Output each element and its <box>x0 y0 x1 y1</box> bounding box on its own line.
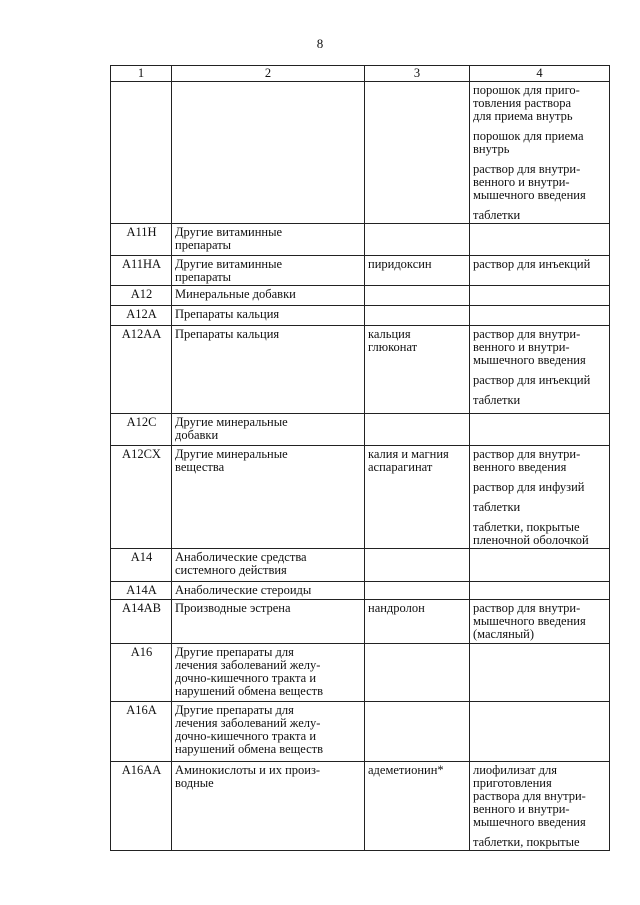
group-name-cell <box>172 82 365 224</box>
column-header: 2 <box>172 66 365 82</box>
group-name-cell: Другие минеральные вещества <box>172 446 365 549</box>
atc-code-cell: A14 <box>111 549 172 582</box>
drug-name-cell <box>365 582 470 600</box>
dosage-form: раствор для внутри- венного и внутри- мышечного введения <box>473 327 586 367</box>
drug-name-cell <box>365 82 470 224</box>
group-name-cell: Аминокислоты и их произ- водные <box>172 762 365 851</box>
atc-code-cell: A16A <box>111 702 172 762</box>
dosage-forms-cell <box>470 82 610 224</box>
drug-name-cell: калия и магния аспарагинат <box>365 446 470 549</box>
table-row <box>111 326 610 414</box>
group-name-cell: Анаболические средства системного действия <box>172 549 365 582</box>
dosage-forms-cell <box>470 549 610 582</box>
dosage-form: таблетки, покрытые <box>473 835 580 849</box>
drug-name-cell <box>365 702 470 762</box>
dosage-form: таблетки, покрытые пленочной оболочкой <box>473 520 589 547</box>
page-number: 8 <box>316 36 324 51</box>
dosage-forms-cell <box>470 286 610 306</box>
atc-code-cell: A12AA <box>111 326 172 414</box>
dosage-forms-cell <box>470 446 610 549</box>
atc-code-cell: A12CX <box>111 446 172 549</box>
group-name-cell: Препараты кальция <box>172 326 365 414</box>
drug-name-cell <box>365 414 470 446</box>
table-row <box>111 582 610 600</box>
table-row <box>111 644 610 702</box>
group-name-cell: Минеральные добавки <box>172 286 365 306</box>
dosage-form: раствор для инфузий <box>473 480 585 494</box>
drug-name-cell: нандролон <box>365 600 470 644</box>
group-name-cell: Другие витаминные препараты <box>172 256 365 286</box>
column-header: 3 <box>365 66 470 82</box>
table-row <box>111 256 610 286</box>
drug-name-cell <box>365 644 470 702</box>
drug-name-cell <box>365 306 470 326</box>
drug-name-cell: кальция глюконат <box>365 326 470 414</box>
dosage-forms-cell <box>470 582 610 600</box>
drug-name-cell: адеметионин* <box>365 762 470 851</box>
dosage-form: лиофилизат для приготовления раствора для внутри- венного и внутри- мышечного введения <box>473 763 586 829</box>
group-name-cell: Препараты кальция <box>172 306 365 326</box>
table-row <box>111 286 610 306</box>
group-name-cell: Анаболические стероиды <box>172 582 365 600</box>
table-row <box>111 446 610 549</box>
dosage-forms-cell <box>470 762 610 851</box>
dosage-forms-cell <box>470 224 610 256</box>
group-name-cell: Другие препараты для лечения заболеваний желу- дочно-кишечного тракта и нарушений обмена веществ <box>172 702 365 762</box>
dosage-forms-cell <box>470 256 610 286</box>
drug-name-cell: пиридоксин <box>365 256 470 286</box>
dosage-form: таблетки <box>473 500 521 514</box>
dosage-forms-cell <box>470 702 610 762</box>
atc-code-cell: A14A <box>111 582 172 600</box>
drug-name-cell <box>365 224 470 256</box>
table-row <box>111 549 610 582</box>
group-name-cell: Производные эстрена <box>172 600 365 644</box>
atc-code-cell: A11HA <box>111 256 172 286</box>
atc-code-cell: A11H <box>111 224 172 256</box>
dosage-form: порошок для приема внутрь <box>473 129 584 156</box>
dosage-form: раствор для внутри- венного введения <box>473 447 581 474</box>
atc-code-cell: A12 <box>111 286 172 306</box>
dosage-forms-cell <box>470 414 610 446</box>
atc-code-cell: A16AA <box>111 762 172 851</box>
table-row <box>111 600 610 644</box>
dosage-forms-cell <box>470 326 610 414</box>
table-row <box>111 414 610 446</box>
dosage-form: раствор для внутри- венного и внутри- мышечного введения <box>473 162 586 202</box>
table-row <box>111 702 610 762</box>
table-row <box>111 224 610 256</box>
group-name-cell: Другие витаминные препараты <box>172 224 365 256</box>
table-row <box>111 306 610 326</box>
table-row <box>111 82 610 224</box>
atc-code-cell: A12C <box>111 414 172 446</box>
group-name-cell: Другие минеральные добавки <box>172 414 365 446</box>
column-header: 4 <box>470 66 610 82</box>
dosage-form: таблетки <box>473 393 521 407</box>
group-name-cell: Другие препараты для лечения заболеваний желу- дочно-кишечного тракта и нарушений обмена веществ <box>172 644 365 702</box>
column-header: 1 <box>111 66 172 82</box>
atc-code-cell: A12A <box>111 306 172 326</box>
dosage-form: таблетки <box>473 208 521 222</box>
dosage-forms-cell <box>470 600 610 644</box>
atc-code-cell <box>111 82 172 224</box>
dosage-forms-cell <box>470 306 610 326</box>
atc-code-cell: A16 <box>111 644 172 702</box>
dosage-form: раствор для инъекций <box>473 373 591 387</box>
dosage-form: раствор для инъекций <box>473 257 591 271</box>
drug-name-cell <box>365 286 470 306</box>
dosage-forms-cell <box>470 644 610 702</box>
drug-name-cell <box>365 549 470 582</box>
dosage-form: раствор для внутри- мышечного введения (масляный) <box>473 601 586 641</box>
drug-table <box>110 65 610 851</box>
atc-code-cell: A14AB <box>111 600 172 644</box>
table-header-row <box>111 66 610 82</box>
table-row <box>111 762 610 851</box>
dosage-form: порошок для приго- товления раствора для приема внутрь <box>473 83 580 123</box>
